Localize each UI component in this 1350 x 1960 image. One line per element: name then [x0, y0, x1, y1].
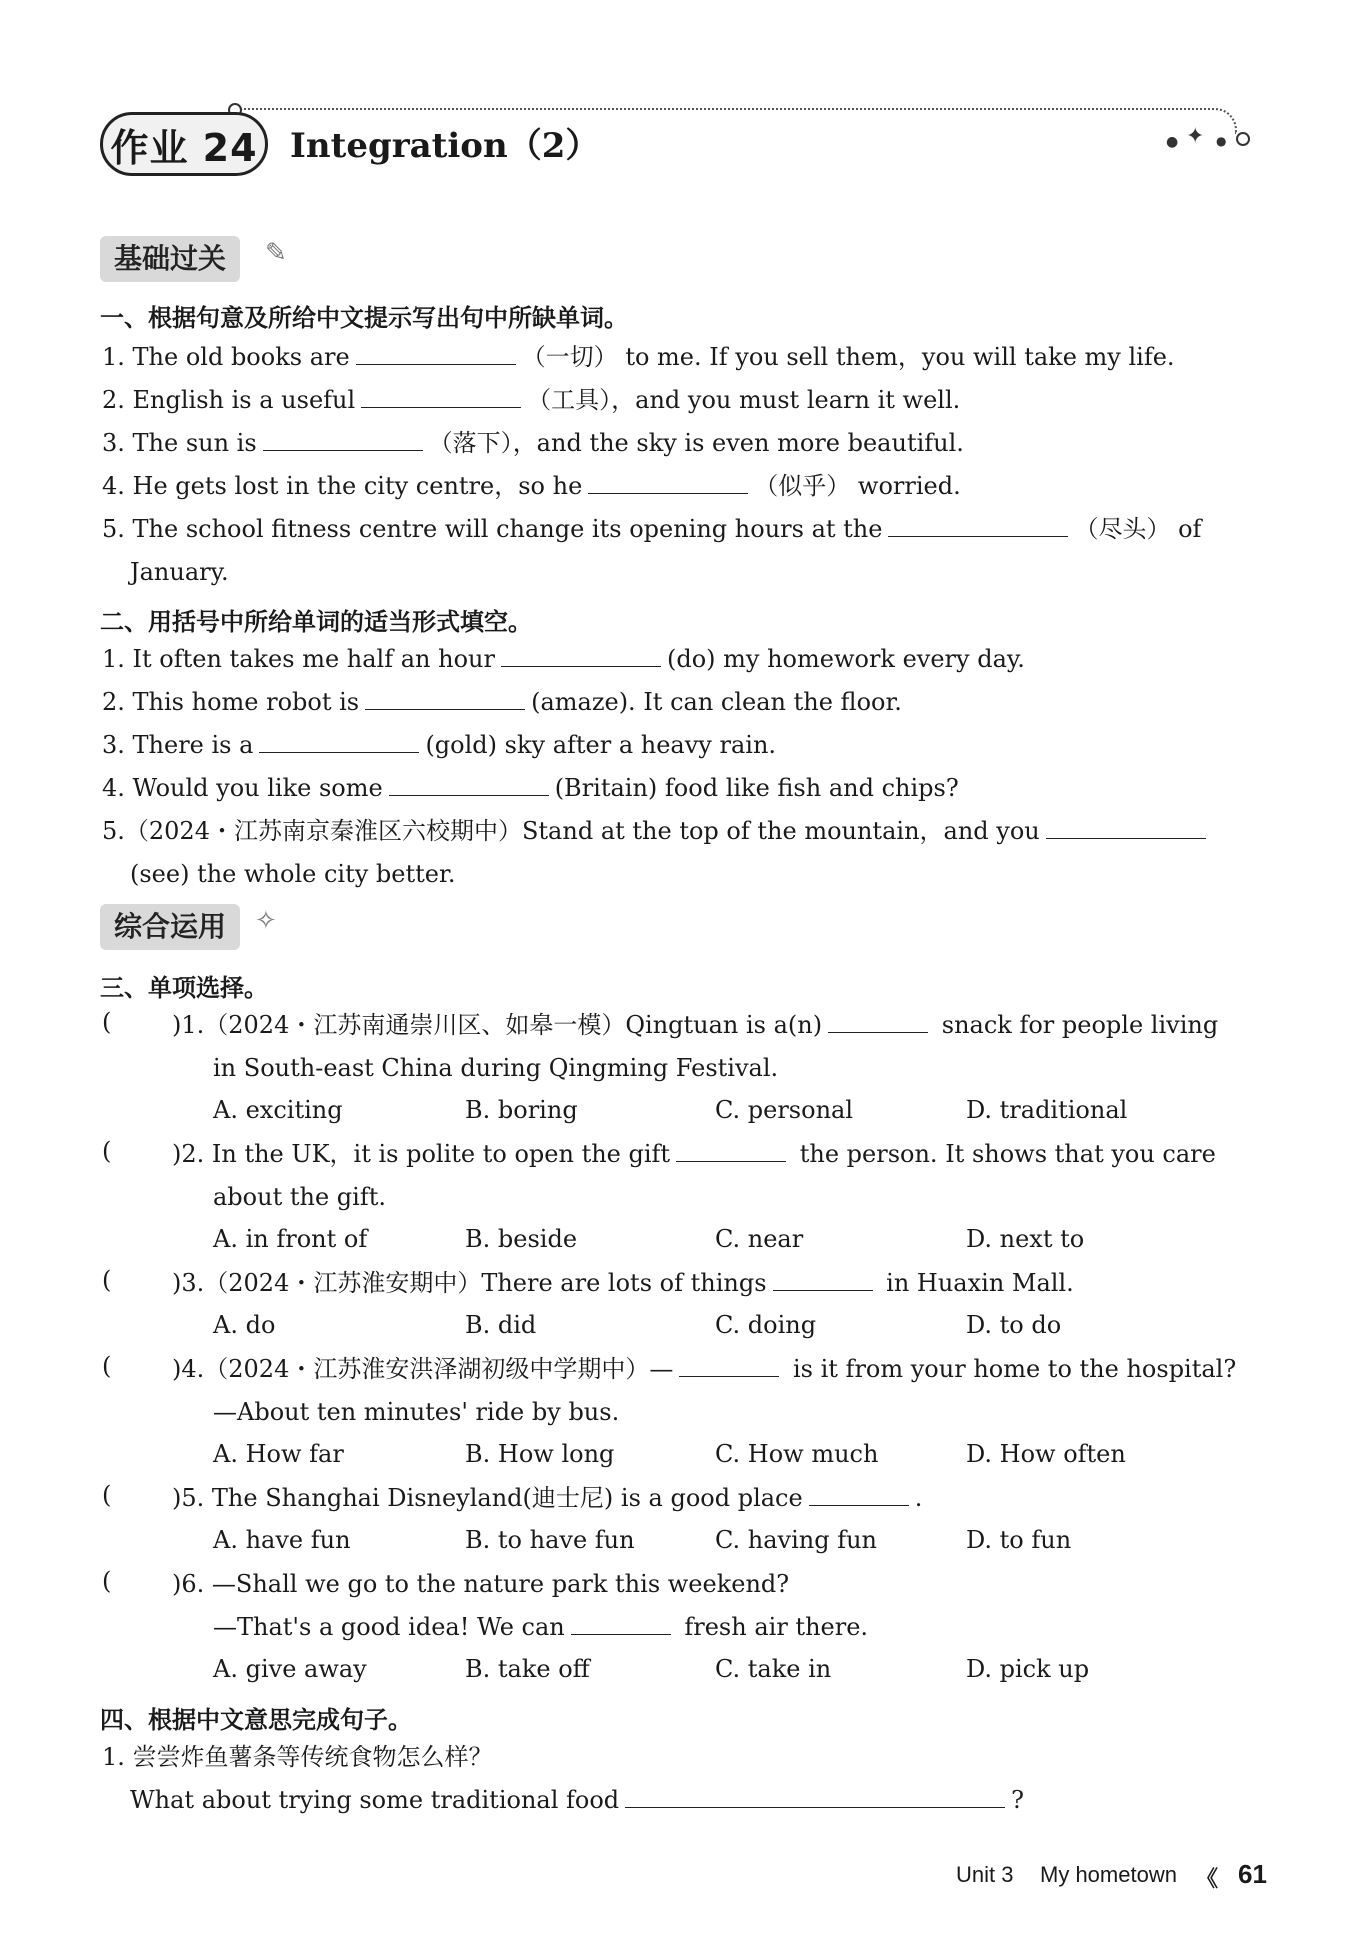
option-a[interactable]: A. do	[213, 1311, 276, 1339]
part2-heading: 二、用括号中所给单词的适当形式填空。	[100, 608, 532, 636]
mc-question-1-cont: in South-east China during Qingming Festival.	[213, 1054, 779, 1082]
option-b[interactable]: B. beside	[465, 1225, 578, 1253]
option-a[interactable]: A. have fun	[213, 1526, 351, 1554]
option-d[interactable]: D. traditional	[966, 1096, 1128, 1124]
answer-blank[interactable]	[361, 383, 521, 408]
part1-question-5: 5. The school fitness centre will change its opening hours at the （尽头） of	[102, 512, 1201, 546]
option-c[interactable]: C. having fun	[715, 1526, 878, 1554]
option-c[interactable]: C. How much	[715, 1440, 879, 1468]
section-tab-basic: 基础过关	[100, 236, 240, 282]
option-d[interactable]: D. to fun	[966, 1526, 1072, 1554]
answer-bracket[interactable]: (	[102, 1352, 112, 1380]
option-b[interactable]: B. How long	[465, 1440, 615, 1468]
answer-blank[interactable]	[588, 469, 748, 494]
mc-question-6: )6. —Shall we go to the nature park this weekend?	[172, 1570, 790, 1598]
option-d[interactable]: D. to do	[966, 1311, 1062, 1339]
answer-blank[interactable]	[773, 1266, 873, 1291]
answer-blank[interactable]	[259, 728, 419, 753]
dot-icon: ●	[1216, 134, 1227, 148]
option-d[interactable]: D. pick up	[966, 1655, 1090, 1683]
option-d[interactable]: D. next to	[966, 1225, 1085, 1253]
option-b[interactable]: B. take off	[465, 1655, 590, 1683]
sparkle-brush-icon: ✧	[255, 906, 277, 936]
option-c[interactable]: C. personal	[715, 1096, 854, 1124]
answer-blank[interactable]	[263, 426, 423, 451]
part2-question-5-cont: (see) the whole city better.	[130, 860, 456, 888]
answer-blank[interactable]	[389, 771, 549, 796]
mc-question-3: )3.（2024・江苏淮安期中）There are lots of things in Huaxin Mall.	[172, 1266, 1074, 1300]
option-a[interactable]: A. in front of	[213, 1225, 368, 1253]
footer-unit: Unit 3	[956, 1862, 1014, 1887]
part3-heading: 三、单项选择。	[100, 974, 268, 1002]
page-title: Integration（2）	[290, 126, 600, 166]
ring-icon	[1236, 132, 1250, 146]
answer-bracket[interactable]: (	[102, 1567, 112, 1595]
part2-question-3: 3. There is a (gold) sky after a heavy rain.	[102, 728, 776, 762]
option-b[interactable]: B. boring	[465, 1096, 578, 1124]
option-c[interactable]: C. near	[715, 1225, 804, 1253]
answer-blank[interactable]	[676, 1137, 786, 1162]
part1-heading: 一、根据句意及所给中文提示写出句中所缺单词。	[100, 304, 628, 332]
answer-blank[interactable]	[571, 1610, 671, 1635]
answer-blank[interactable]	[888, 512, 1068, 537]
option-b[interactable]: B. did	[465, 1311, 537, 1339]
answer-bracket[interactable]: (	[102, 1137, 112, 1165]
pencil-icon: ✎	[265, 238, 287, 268]
answer-bracket[interactable]: (	[102, 1266, 112, 1294]
answer-blank[interactable]	[809, 1481, 909, 1506]
part4-heading: 四、根据中文意思完成句子。	[100, 1706, 412, 1734]
answer-blank[interactable]	[356, 340, 516, 365]
answer-blank[interactable]	[625, 1783, 1005, 1808]
option-d[interactable]: D. How often	[966, 1440, 1126, 1468]
mc-question-2: )2. In the UK，it is polite to open the gift the person. It shows that you care	[172, 1137, 1216, 1171]
part1-question-1: 1. The old books are （一切） to me. If you sell them，you will take my life.	[102, 340, 1175, 374]
section-tab-comprehensive: 综合运用	[100, 904, 240, 950]
part4-question-1-cn: 1. 尝尝炸鱼薯条等传统食物怎么样？	[102, 1743, 493, 1771]
answer-bracket[interactable]: (	[102, 1481, 112, 1509]
mc-question-4: )4.（2024・江苏淮安洪泽湖初级中学期中）— is it from your home to the hospital?	[172, 1352, 1236, 1386]
mc-question-5: )5. The Shanghai Disneyland(迪士尼) is a good place .	[172, 1481, 922, 1515]
answer-blank[interactable]	[501, 642, 661, 667]
part4-question-1-en: What about trying some traditional food ?	[130, 1783, 1024, 1817]
mc-question-4-cont: —About ten minutes' ride by bus.	[213, 1398, 620, 1426]
part2-question-2: 2. This home robot is (amaze). It can clean the floor.	[102, 685, 902, 719]
part1-question-5-cont: January.	[130, 558, 229, 586]
option-c[interactable]: C. doing	[715, 1311, 817, 1339]
homework-badge: 作业 24	[100, 112, 268, 176]
part2-question-1: 1. It often takes me half an hour (do) my homework every day.	[102, 642, 1025, 676]
answer-blank[interactable]	[679, 1352, 779, 1377]
dot-icon: ●	[1166, 134, 1179, 150]
answer-bracket[interactable]: (	[102, 1008, 112, 1036]
mc-question-2-cont: about the gift.	[213, 1183, 386, 1211]
option-a[interactable]: A. exciting	[213, 1096, 343, 1124]
option-b[interactable]: B. to have fun	[465, 1526, 635, 1554]
part2-question-4: 4. Would you like some (Britain) food like fish and chips?	[102, 771, 959, 805]
option-a[interactable]: A. give away	[213, 1655, 367, 1683]
part1-question-2: 2. English is a useful （工具），and you must learn it well.	[102, 383, 960, 417]
answer-blank[interactable]	[828, 1008, 928, 1033]
mc-question-6-cont: —That's a good idea! We can fresh air there.	[213, 1610, 868, 1644]
answer-blank[interactable]	[365, 685, 525, 710]
chevron-left-icon: 《	[1196, 1866, 1219, 1891]
page-number: 61	[1238, 1859, 1267, 1889]
answer-blank[interactable]	[1046, 814, 1206, 839]
option-a[interactable]: A. How far	[213, 1440, 344, 1468]
part2-question-5: 5.（2024・江苏南京秦淮区六校期中）Stand at the top of the mountain，and you	[102, 814, 1212, 848]
part1-question-4: 4. He gets lost in the city centre，so he （似乎） worried.	[102, 469, 961, 503]
sparkle-icon: ✦	[1186, 124, 1205, 149]
option-c[interactable]: C. take in	[715, 1655, 832, 1683]
part1-question-3: 3. The sun is （落下），and the sky is even more beautiful.	[102, 426, 964, 460]
footer-topic: My hometown	[1040, 1862, 1177, 1887]
mc-question-1: )1.（2024・江苏南通崇川区、如皋一模）Qingtuan is a(n) snack for people living	[172, 1008, 1218, 1042]
